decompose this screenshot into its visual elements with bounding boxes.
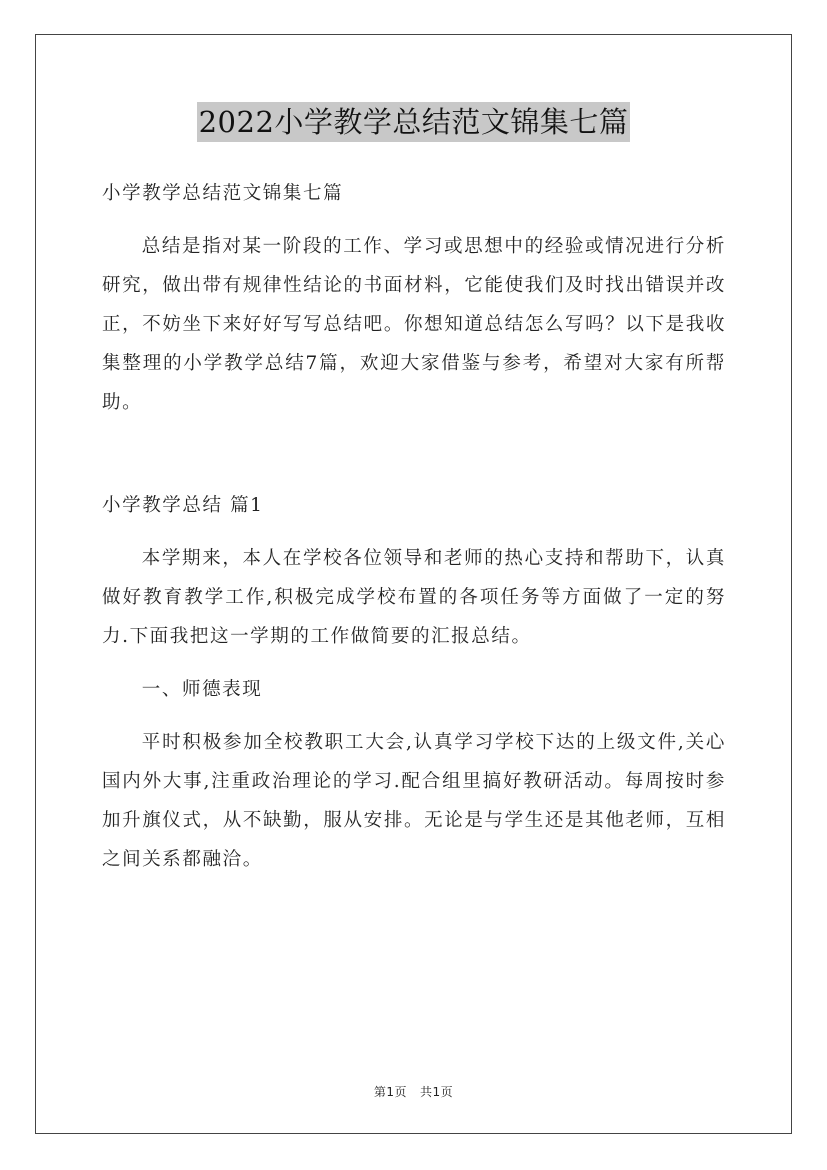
section-heading: 小学教学总结 篇1 bbox=[102, 495, 264, 516]
page-footer bbox=[0, 1083, 827, 1100]
page-total: 共1页 bbox=[419, 1085, 454, 1099]
page-number: 第1页 bbox=[373, 1085, 408, 1099]
spacer bbox=[102, 709, 726, 723]
section-paragraph: 本学期来，本人在学校各位领导和老师的热心支持和帮助下，认真做好教育教学工作,积极完成学校布置的各项任务等方面做了一定的努力.下面我把这一学期的工作做简要的汇报总结。 bbox=[102, 548, 726, 647]
document-title bbox=[0, 102, 827, 142]
spacer bbox=[102, 656, 726, 670]
section-paragraph: 平时积极参加全校教职工大会,认真学习学校下达的上级文件,关心国内外大事,注重政治理论的学习.配合组里搞好教研活动。每周按时参加升旗仪式，从不缺勤，服从安排。无论是与学生还是其他老师，互相之间关系都融洽。 bbox=[102, 732, 726, 870]
subheading-teacher-ethics: 一、师德表现 bbox=[141, 679, 263, 700]
spacer bbox=[102, 213, 726, 227]
spacer bbox=[102, 422, 726, 486]
document-body bbox=[102, 174, 726, 879]
intro-paragraph: 总结是指对某一阶段的工作、学习或思想中的经验或情况进行分析研究，做出带有规律性结论的书面材料，它能使我们及时找出错误并改正，不妨坐下来好好写写总结吧。你想知道总结怎么写吗？以下是我收集整理的小学教学总结7篇，欢迎大家借鉴与参考，希望对大家有所帮助。 bbox=[102, 236, 726, 413]
document-title-text: 2022小学教学总结范文锦集七篇 bbox=[197, 102, 631, 142]
document-subtitle: 小学教学总结范文锦集七篇 bbox=[102, 183, 344, 204]
spacer bbox=[102, 525, 726, 539]
